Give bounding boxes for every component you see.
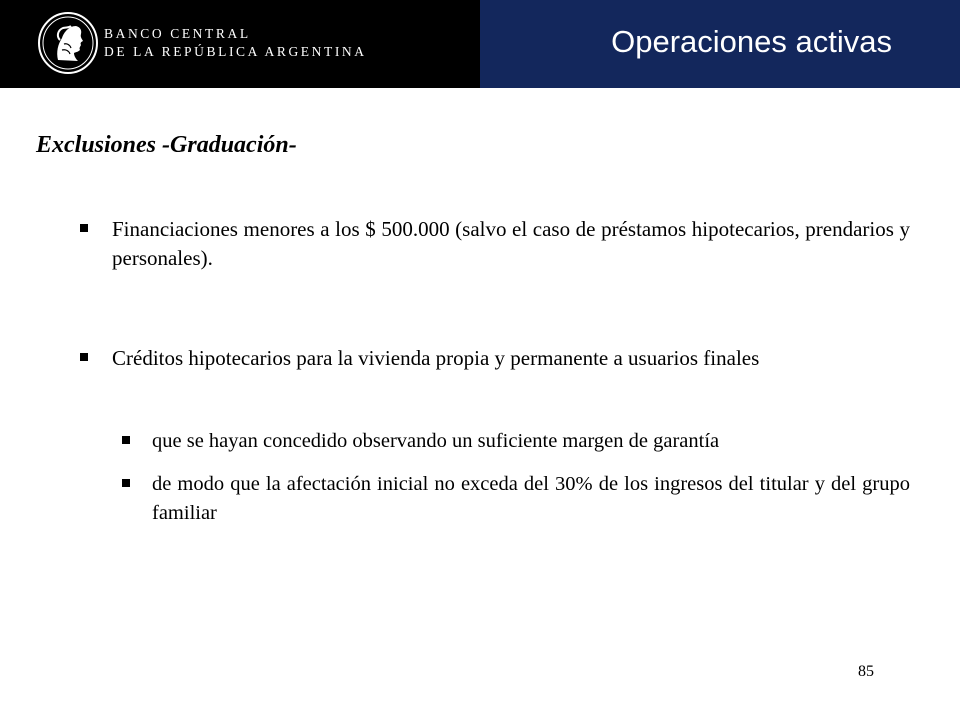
bank-name-line1: BANCO CENTRAL <box>104 26 251 41</box>
bank-name <box>104 25 367 61</box>
square-bullet-icon <box>80 353 88 361</box>
square-bullet-icon <box>122 436 130 444</box>
sub-bullet-item <box>122 470 910 528</box>
bullet-text: Créditos hipotecarios para la vivienda propia y permanente a usuarios finales <box>112 346 760 370</box>
bank-name-line2: DE LA REPÚBLICA ARGENTINA <box>104 44 367 59</box>
sub-bullet-item <box>122 427 910 456</box>
title-band <box>480 0 960 88</box>
slide-title: Operaciones activas <box>611 24 892 59</box>
sub-bullet-text: de modo que la afectación inicial no exceda del 30% de los ingresos del titular y del grupo familiar <box>152 473 910 524</box>
section-heading: Exclusiones -Graduación- <box>36 132 297 158</box>
bullet-item <box>80 344 910 373</box>
square-bullet-icon <box>122 479 130 487</box>
bank-brand <box>0 0 480 88</box>
page-number: 85 <box>858 663 874 680</box>
square-bullet-icon <box>80 224 88 232</box>
slide-header <box>0 0 960 88</box>
bullet-item <box>80 215 910 273</box>
bank-seal-logo <box>36 10 100 76</box>
bullet-text: Financiaciones menores a los $ 500.000 (salvo el caso de préstamos hipotecarios, prendarios y personales). <box>112 217 910 270</box>
sub-bullet-text: que se hayan concedido observando un suficiente margen de garantía <box>152 430 720 452</box>
